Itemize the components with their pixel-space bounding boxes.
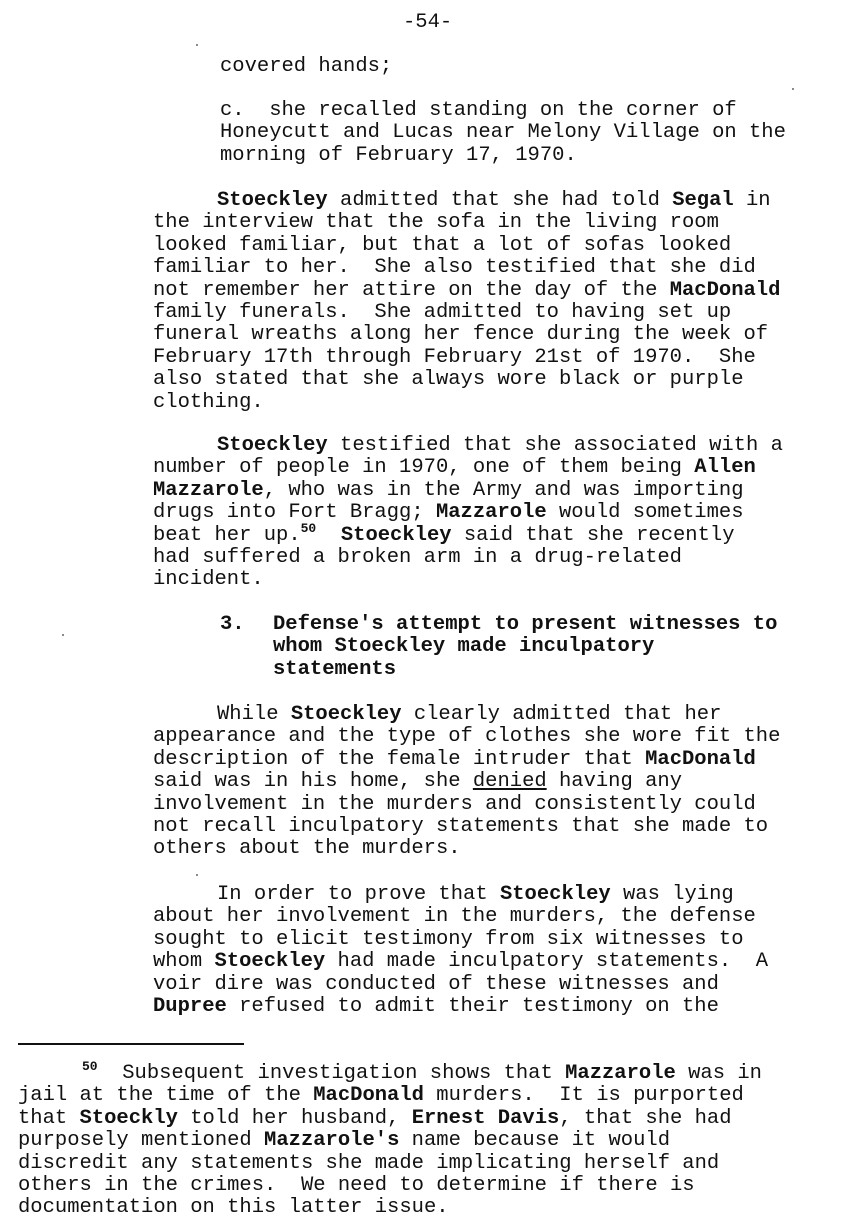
footnote-separator xyxy=(18,1043,244,1045)
footnote-ref-50: 50 xyxy=(300,520,317,536)
scan-speck xyxy=(196,44,198,46)
paragraph-sofa-testimony: Stoeckley admitted that she had told Segal in the interview that the sofa in the living room looked familiar, but that a lot of sofas looked familiar to her. She also testified that she did not remember her attire on the day of the MacDonald family funerals. She admitted to having set up funeral wreaths along her fence during the week of February 17th through February 21st of 1970. She also stated that she always wore black or purple clothing. xyxy=(153,189,781,414)
section-heading-number: 3. xyxy=(220,613,245,636)
section-heading: Defense's attempt to present witnesses to whom Stoeckley made inculpatory statements xyxy=(273,613,778,681)
page-number: -54- xyxy=(403,11,453,34)
footnote-number: 50 xyxy=(82,1059,98,1075)
scan-speck xyxy=(62,634,64,636)
item-c: c. she recalled standing on the corner of Honeycutt and Lucas near Melony Village on the morning of February 17, 1970. xyxy=(220,99,786,167)
scan-speck xyxy=(196,874,198,876)
paragraph-associates: Stoeckley testified that she associated with a number of people in 1970, one of them being Allen Mazzarole, who was in the Army and was importing drugs into Fort Bragg; Mazzarole would sometimes beat her up.$^{50}$ Stoeckley said that she recently had suffered a broken arm in a drug-related incident. xyxy=(153,434,783,592)
footnote-50: $^{50}$ Subsequent investigation shows that Mazzarole was in jail at the time of the MacDonald murders. It is purported that Stoeckly told her husband, Ernest Davis, that she had purposely mentioned Mazzarole's name because it would discredit any statements she made implicating herself and others in the crimes. We need to determine if there is documentation on this latter issue. xyxy=(18,1059,762,1220)
paragraph-denial: While Stoeckley clearly admitted that her appearance and the type of clothes she wore fit the description of the female intruder that MacDonald said was in his home, she denied having any involvement in the murders and consistently could not recall inculpatory statements that she made to others about the murders. xyxy=(153,703,781,861)
paragraph-voir-dire: In order to prove that Stoeckley was lying about her involvement in the murders, the defense sought to elicit testimony from six witnesses to whom Stoeckley had made inculpatory statements. A voir dire was conducted of these witnesses and Dupree refused to admit their testimony on the xyxy=(153,883,769,1019)
scan-speck xyxy=(792,88,794,90)
item-b-continuation: covered hands; xyxy=(220,55,393,78)
